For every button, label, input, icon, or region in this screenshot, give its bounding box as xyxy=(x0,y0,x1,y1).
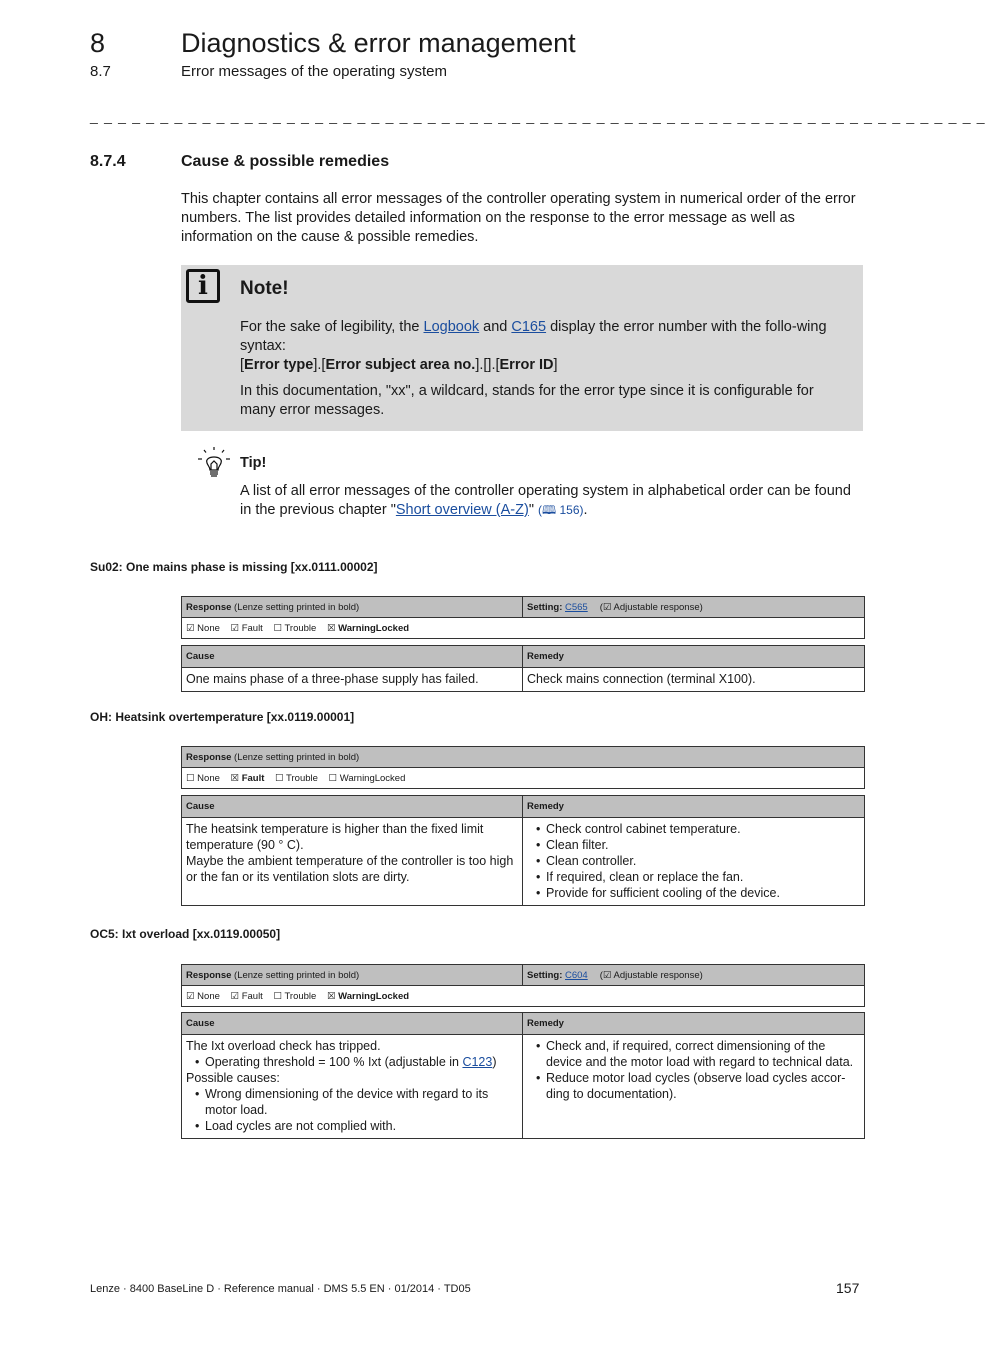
c604-link[interactable]: C604 xyxy=(565,969,588,981)
cause-line: The Ixt overload check has tripped. xyxy=(186,1039,381,1053)
cause-remedy-table xyxy=(181,1012,865,1139)
response-header xyxy=(182,965,523,986)
option-trouble xyxy=(273,991,316,1002)
option-label: Fault xyxy=(241,990,263,1002)
possible-causes-label: Possible causes: xyxy=(186,1071,280,1085)
adjustable-response: (☑ Adjustable response) xyxy=(599,969,703,981)
option-label: None xyxy=(197,990,220,1002)
response-options xyxy=(182,986,865,1007)
remedy-item: • Clean controller. xyxy=(527,853,860,869)
note-text: For the sake of legibility, the xyxy=(240,319,424,335)
error-heading: OC5: Ixt overload [xx.0119.00050] xyxy=(90,927,281,941)
cause-line: The heatsink temperature is higher than the fixed limit temperature (90 ° C). xyxy=(186,822,484,852)
syntax-subject-area: Error subject area no. xyxy=(325,357,476,373)
syntax-bracket: ] xyxy=(487,357,492,373)
adjustable-response: (☑ Adjustable response) xyxy=(599,601,703,613)
chapter-number: 8 xyxy=(90,28,106,58)
section-title: Cause & possible remedies xyxy=(181,153,390,170)
option-label: Fault xyxy=(241,772,265,784)
remedy-item: • Reduce motor load cycles (observe load cycles accor-ding to documentation). xyxy=(527,1070,860,1102)
cause-header: Cause xyxy=(182,646,523,668)
response-label: Response xyxy=(186,601,232,613)
response-table xyxy=(181,596,865,639)
option-fault xyxy=(231,991,263,1002)
checkbox-icon: ☑ xyxy=(186,990,195,1002)
possible-cause-item: • Wrong dimensioning of the device with regard to its motor load. xyxy=(186,1086,518,1118)
note-body xyxy=(240,318,848,420)
checkbox-icon: ☑ xyxy=(230,990,240,1002)
checkbox-icon: ☒ xyxy=(326,990,336,1002)
syntax-bracket: [ xyxy=(240,357,245,373)
option-label: WarningLocked xyxy=(338,990,410,1002)
setting-header xyxy=(523,597,865,618)
cause-header: Cause xyxy=(182,1013,523,1035)
possible-cause-item: • Load cycles are not complied with. xyxy=(186,1118,518,1134)
option-none xyxy=(186,991,220,1002)
setting-label: Setting: xyxy=(527,969,563,981)
logbook-link[interactable]: Logbook xyxy=(423,319,480,335)
response-table xyxy=(181,746,865,789)
remedy-item: • Check control cabinet temperature. xyxy=(527,821,860,837)
footer-text: Lenze · 8400 BaseLine D · Reference manual · DMS 5.5 EN · 01/2014 · TD05 xyxy=(90,1283,471,1295)
cause-cell xyxy=(182,818,523,906)
syntax-bracket: ].[ xyxy=(475,357,488,373)
tip-title: Tip! xyxy=(240,455,267,471)
threshold-text: ) xyxy=(492,1055,497,1069)
section-number: 8.7.4 xyxy=(90,153,126,170)
option-trouble xyxy=(275,773,318,784)
syntax-error-type: Error type xyxy=(244,357,314,373)
note-text: and xyxy=(479,319,512,335)
remedy-item: • Check and, if required, correct dimensioning of the device and the motor load with regard to technical data. xyxy=(527,1038,860,1070)
response-header xyxy=(182,747,865,768)
checkbox-icon: ☑ xyxy=(230,622,240,634)
remedy-list xyxy=(527,1038,860,1102)
setting-label: Setting: xyxy=(527,601,563,613)
subchapter-number: 8.7 xyxy=(90,63,111,80)
checkbox-icon: ☑ xyxy=(186,622,195,634)
remedy-item: • Provide for sufficient cooling of the device. xyxy=(527,885,860,901)
note-wildcard-text: In this documentation, "xx", a wildcard, stands for the error type since it is configurable for many error messages. xyxy=(240,383,814,418)
cause-cell: One mains phase of a three-phase supply has failed. xyxy=(182,668,523,692)
subchapter-title: Error messages of the operating system xyxy=(181,63,447,80)
response-header xyxy=(182,597,523,618)
page-ref-number: 156 xyxy=(556,503,580,517)
c565-link[interactable]: C565 xyxy=(565,601,588,613)
threshold-item xyxy=(186,1054,518,1070)
remedy-cell: Check mains connection (terminal X100). xyxy=(523,668,865,692)
option-trouble xyxy=(273,623,316,634)
cause-cell xyxy=(182,1035,523,1139)
remedy-item: • If required, clean or replace the fan. xyxy=(527,869,860,885)
option-warninglocked xyxy=(329,773,406,784)
syntax-bracket: ] xyxy=(553,357,558,373)
checkbox-icon: ☐ xyxy=(273,622,282,634)
note-title: Note! xyxy=(240,278,289,299)
cause-header: Cause xyxy=(182,796,523,818)
option-fault xyxy=(231,773,265,784)
page-number: 157 xyxy=(836,1280,860,1296)
chapter-title: Diagnostics & error management xyxy=(181,28,576,58)
response-label: Response xyxy=(186,969,232,981)
remedy-item: • Clean filter. xyxy=(527,837,860,853)
option-warninglocked xyxy=(327,991,409,1002)
error-heading: OH: Heatsink overtemperature [xx.0119.00001] xyxy=(90,710,355,724)
c165-link[interactable]: C165 xyxy=(511,319,547,335)
lightbulb-icon xyxy=(196,446,232,480)
option-label: Trouble xyxy=(286,772,318,784)
remedy-header: Remedy xyxy=(523,646,865,668)
short-overview-link[interactable]: Short overview (A-Z) xyxy=(395,502,529,518)
response-table xyxy=(181,964,865,1007)
threshold-text: Operating threshold = 100 % Ixt (adjustable in xyxy=(205,1055,463,1069)
response-note: (Lenze setting printed in bold) xyxy=(231,601,360,613)
note-paragraph xyxy=(240,318,848,356)
option-label: WarningLocked xyxy=(338,622,410,634)
header-separator: _ _ _ _ _ _ _ _ _ _ _ _ _ _ _ _ _ _ _ _ _ _ _ _ _ _ _ _ _ _ _ _ _ _ _ _ _ _ _ _ _ _ _ _ _ _ _ _ _ _ _ _ _ _ _ _ _ _ _ _ _ _ _ _ xyxy=(90,108,986,124)
checkbox-icon: ☐ xyxy=(273,990,282,1002)
checkbox-icon: ☐ xyxy=(275,772,284,784)
syntax-bracket: .[ xyxy=(491,357,500,373)
cause-remedy-table xyxy=(181,645,865,692)
syntax-bracket: ].[ xyxy=(313,357,326,373)
option-fault xyxy=(231,623,263,634)
checkbox-icon: ☐ xyxy=(186,772,195,784)
book-icon: 🕮 xyxy=(542,503,557,517)
remedy-header: Remedy xyxy=(523,796,865,818)
note-text: display the error number with the follo-wing syntax: xyxy=(240,319,827,354)
response-options xyxy=(182,618,865,639)
syntax-error-id: Error ID xyxy=(499,357,554,373)
tip-text: . xyxy=(583,502,588,518)
option-label: WarningLocked xyxy=(339,772,406,784)
page-reference[interactable]: (🕮 156) xyxy=(538,503,584,517)
checkbox-icon: ☒ xyxy=(326,622,336,634)
response-options xyxy=(182,768,865,789)
tip-body xyxy=(240,482,863,520)
cause-remedy-table xyxy=(181,795,865,906)
error-heading: Su02: One mains phase is missing [xx.0111.00002] xyxy=(90,560,378,574)
option-warninglocked xyxy=(327,623,409,634)
option-label: None xyxy=(197,622,220,634)
checkbox-icon: ☐ xyxy=(328,772,338,784)
syntax-line xyxy=(240,356,848,375)
checkbox-icon: ☒ xyxy=(230,772,240,784)
remedy-cell xyxy=(523,818,865,906)
remedy-cell xyxy=(523,1035,865,1139)
option-label: Trouble xyxy=(284,622,317,634)
option-none xyxy=(186,623,220,634)
cause-line: Maybe the ambient temperature of the controller is too high or the fan or its ventilation slots are dirty. xyxy=(186,854,514,884)
remedy-list xyxy=(527,821,860,901)
response-note: (Lenze setting printed in bold) xyxy=(231,751,360,763)
option-label: Trouble xyxy=(284,990,317,1002)
threshold-list xyxy=(186,1054,518,1070)
option-label: Fault xyxy=(241,622,263,634)
response-label: Response xyxy=(186,751,232,763)
response-note: (Lenze setting printed in bold) xyxy=(231,969,360,981)
possible-causes-list xyxy=(186,1086,518,1134)
note-box xyxy=(181,265,863,431)
info-icon: i xyxy=(186,269,220,303)
option-label: None xyxy=(197,772,220,784)
c123-link[interactable]: C123 xyxy=(462,1055,493,1069)
tip-text: " xyxy=(528,502,539,518)
setting-header xyxy=(523,965,865,986)
tip-text: A list of all error messages of the controller operating system in alphabetical order can be found in the previous chapter " xyxy=(240,483,851,518)
section-intro: This chapter contains all error messages of the controller operating system in numerical order of the error numbers. The list provides detailed information on the response to the error message as well as information on the cause & possible remedies. xyxy=(181,191,856,245)
remedy-header: Remedy xyxy=(523,1013,865,1035)
option-none xyxy=(186,773,220,784)
